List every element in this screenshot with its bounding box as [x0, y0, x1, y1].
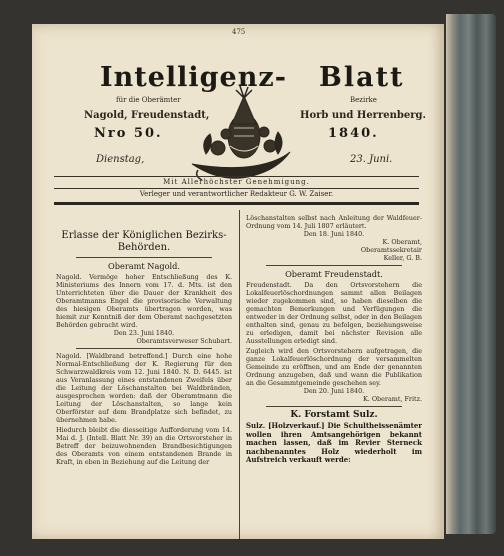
- publisher-line: Verleger und verantwortlicher Redakteur G. W. Zaiser.: [139, 190, 334, 198]
- notice-rule-1: [76, 348, 212, 349]
- notice-continued-date: Den 18. Juni 1840.: [303, 230, 365, 238]
- masthead-right-line1: Bezirke: [350, 96, 377, 104]
- notice-rule-2: [266, 265, 402, 266]
- notice-freudenstadt-date: Den 20. Juni 1840.: [303, 387, 365, 395]
- notice-continued: Löschanstalten selbst nach Anleitung der Waldfeuer-Ordnung vom 14. Juli 1807 erläutert.: [246, 214, 422, 230]
- masthead-rule-top: [54, 176, 419, 177]
- column-divider: [239, 210, 240, 539]
- notice-rule-3: [266, 406, 402, 407]
- notice-continued-signature-1: K. Oberamt,: [382, 238, 422, 246]
- issue-number: Nro 50.: [94, 126, 163, 141]
- subheading-oberamt-nagold: Oberamt Nagold.: [108, 261, 180, 271]
- page-number: 475: [232, 28, 246, 36]
- notice-continued-signature-3: Keller, G. B.: [383, 254, 422, 262]
- notice-freudenstadt-1: Freudenstadt. Da den Ortsvorstehern die Lokalfeuerlöschordnungen sammt allen Beilagen wieder zugekommen sind, so haben dieselben die gemachten Bemerkungen und Verfügungen die entweder in der Ordnung selbst, oder in den Beilagen enthalten sind, genau zu befolgen, beziehungsweise zu erledigen, damit bei nächster Revision alle Ausstellungen erledigt sind.: [246, 281, 422, 345]
- subheading-forstamt-sulz: K. Forstamt Sulz.: [290, 410, 378, 420]
- book-binding: [446, 14, 496, 534]
- newspaper-page: [32, 24, 444, 539]
- masthead-right-line2: Horb und Herrenberg.: [300, 110, 426, 121]
- masthead-title-left: Intelligenz-: [100, 62, 287, 93]
- subheading-oberamt-freudenstadt: Oberamt Freudenstadt.: [285, 269, 383, 279]
- notice-nagold-2: Nagold. [Waldbrand betreffend.] Durch eine hohe Normal-Entschließung der K. Regierung für den Schwarzwaldkreis vom 12. Juni 1840. N. D. 6445. ist aus Veranlassung eines entstandenen Zweifels über die Leitung der Löschanstalten bei Waldbränden, ausgesprochen worden: daß der Oberamtmann die Leitung der Löschanstalten, so lange kein Oberförster auf dem Brandplatze sich befindet, zu übernehmen habe.: [56, 352, 232, 424]
- left-column: [56, 230, 232, 466]
- right-column: [246, 214, 422, 465]
- issue-year: 1840.: [328, 126, 379, 141]
- notice-sulz: Sulz. [Holzverkauf.] Die Schultheissenämter wollen ihren Amtsangehörigen bekannt machen lassen, daß im Revier Sterneck nachbenanntes Holz wiederholt im Aufstreich verkauft werde:: [246, 421, 422, 464]
- masthead-left-line1: für die Oberämter: [116, 96, 181, 104]
- section-heading: Erlasse der Königlichen Bezirks-Behörden.: [61, 230, 227, 253]
- notice-nagold-1: Nagold. Vermöge hoher Entschließung des K. Ministeriums des Innern vom 17. d. Mts. ist den Unterrichteten über die Dauer der Krankheit des Oberamtmanns Engel die provisorische Verwaltung des hiesigen Oberamts übertragen worden, was hiemit zur Kenntniß der dem Oberamt nachgesetzten Behörden gebracht wird.: [56, 273, 232, 329]
- issue-date: 23. Juni.: [350, 154, 393, 165]
- masthead-rule-thick: [54, 202, 419, 205]
- notice-nagold-1-date: Den 23. Juni 1840.: [113, 329, 175, 337]
- notice-freudenstadt-signature: K. Oberamt, Fritz.: [362, 395, 422, 403]
- privilege-line: Mit Allerhöchster Genehmigung.: [163, 178, 310, 186]
- masthead-title-right: Blatt: [319, 62, 405, 93]
- issue-weekday: Dienstag,: [96, 154, 145, 165]
- section-rule: [76, 257, 212, 258]
- notice-nagold-3: Hiedurch bleibt die diesseitige Aufforderung vom 14. Mai d. J. (Intell. Blatt Nr. 39) an die Ortsvorsteher in Betreff der beizuwohnenden Brandbesichtigungen des Oberamts von einem entstandenen Brande in Kraft, in eben in Beziehung auf die Leitung der: [56, 426, 232, 466]
- masthead-left-line2: Nagold, Freudenstadt,: [84, 110, 210, 121]
- masthead-rule-mid: [54, 188, 419, 189]
- notice-continued-signature-2: Oberamtssekretair: [360, 246, 422, 254]
- notice-freudenstadt-2: Zugleich wird den Ortsvorstehern aufgetragen, die ganze Lokalfeuerlöschordnung der versammelten Gemeinde zu eröffnen, und am Ende der genannten Ordnung anzugeben, daß und wann die Publikation an die Gesammtgemeinde geschehen sey.: [246, 347, 422, 387]
- notice-nagold-1-signature: Oberamtsverweser Schubart.: [136, 337, 232, 345]
